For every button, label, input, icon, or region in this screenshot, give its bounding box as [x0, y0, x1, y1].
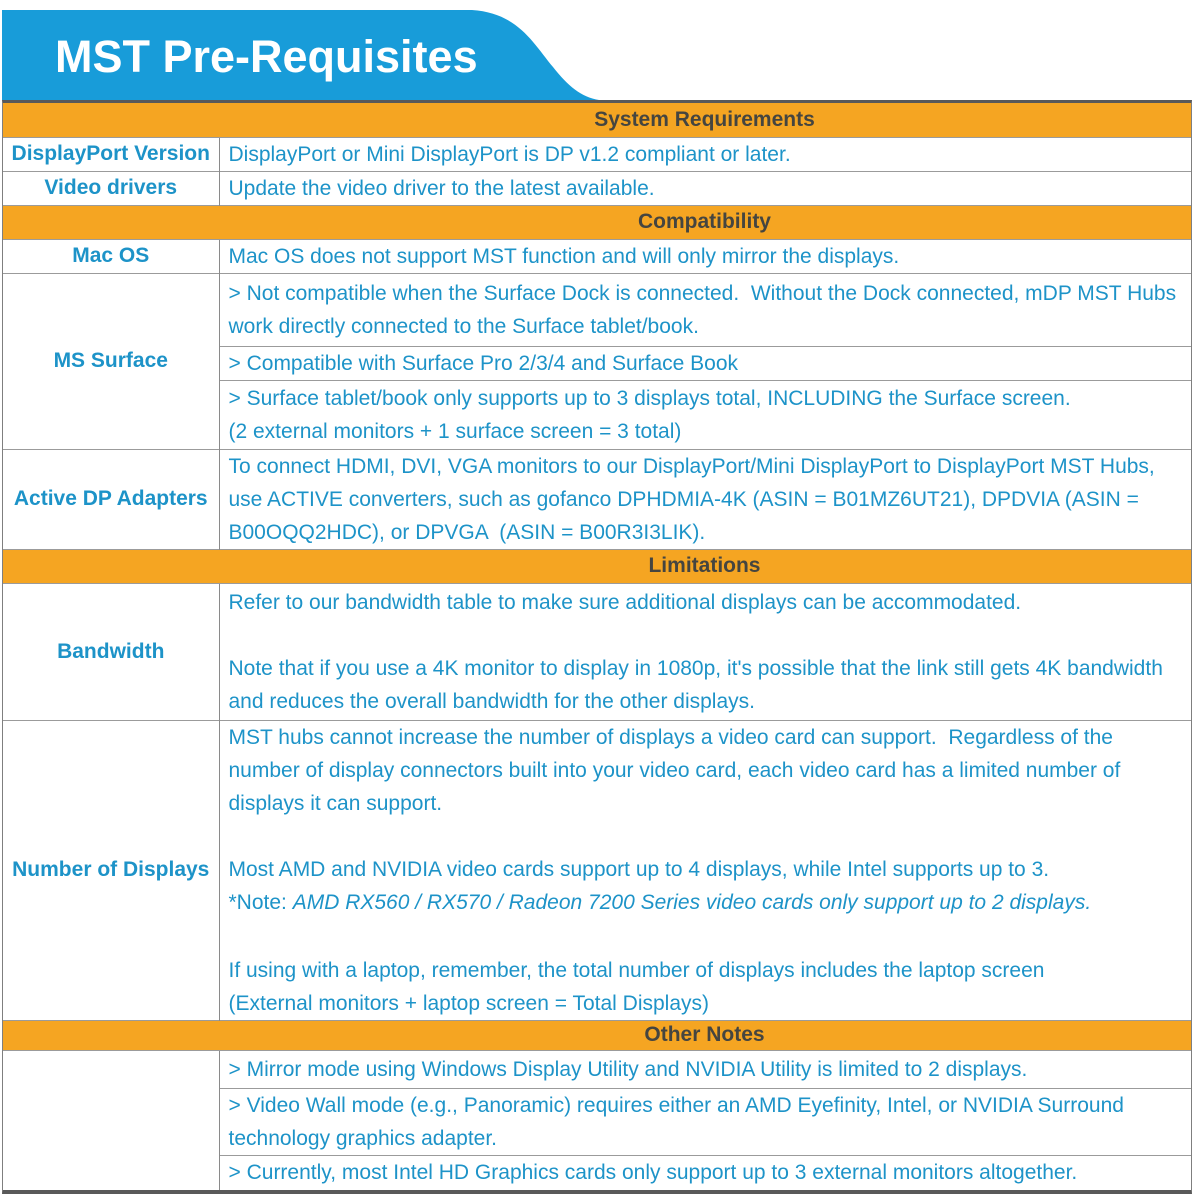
- cell-mac-os: [219, 239, 1191, 273]
- requirements-table: [3, 103, 1191, 1190]
- label-other-notes-empty: [3, 1050, 219, 1190]
- section-header-limitations: Limitations: [3, 549, 1191, 583]
- requirements-table-wrap: [2, 100, 1192, 1194]
- cell-video-drivers: [219, 171, 1191, 205]
- section-row-limitations: [3, 549, 1191, 583]
- row-mac-os: [3, 239, 1191, 273]
- text-active-dp-adapters: To connect HDMI, DVI, VGA monitors to our DisplayPort/Mini DisplayPort to DisplayPort MST Hubs, use ACTIVE converters, such as gofanco DPHDMIA-4K (ASIN = B01MZ6UT21), DPDVIA (ASIN = B00OQQ2HDC), or DPVGA (ASIN = B00R3I3LIK).: [228, 454, 1161, 544]
- section-row-system-requirements: [3, 103, 1191, 137]
- note-prefix: *Note:: [228, 890, 293, 914]
- section-row-compatibility: [3, 205, 1191, 239]
- text-displayport-version: DisplayPort or Mini DisplayPort is DP v1.2 compliant or later.: [228, 142, 791, 166]
- row-video-drivers: [3, 171, 1191, 205]
- text-other-notes-1: > Mirror mode using Windows Display Utility and NVIDIA Utility is limited to 2 displays.: [228, 1057, 1028, 1081]
- text-ms-surface-note-3: > Surface tablet/book only supports up to 3 displays total, INCLUDING the Surface screen.: [228, 386, 1071, 410]
- label-active-dp-adapters: Active DP Adapters: [3, 449, 219, 549]
- cell-ms-surface-note-1: [219, 273, 1191, 346]
- row-bandwidth: [3, 583, 1191, 720]
- section-header-other-notes: Other Notes: [3, 1020, 1191, 1050]
- label-number-of-displays: Number of Displays: [3, 720, 219, 1020]
- row-number-of-displays: [3, 720, 1191, 1020]
- label-video-drivers: Video drivers: [3, 171, 219, 205]
- section-row-other-notes: [3, 1020, 1191, 1050]
- text-mac-os: Mac OS does not support MST function and will only mirror the displays.: [228, 244, 900, 268]
- row-ms-surface: [3, 273, 1191, 346]
- text-number-of-displays-p1: MST hubs cannot increase the number of displays a video card can support. Regardless of the number of display connectors built into your video card, each video card has a limited number of displays it can support.: [228, 725, 1127, 815]
- text-video-drivers: Update the video driver to the latest available.: [228, 176, 655, 200]
- text-number-of-displays-note: [229, 886, 1182, 919]
- cell-bandwidth: [219, 583, 1191, 720]
- cell-other-notes-2: [219, 1088, 1191, 1155]
- text-other-notes-2: > Video Wall mode (e.g., Panoramic) requires either an AMD Eyefinity, Intel, or NVIDIA Surround technology graphics adapter.: [228, 1093, 1130, 1150]
- text-number-of-displays-p5: (External monitors + laptop screen = Total Displays): [228, 991, 709, 1015]
- label-ms-surface: MS Surface: [3, 273, 219, 449]
- text-bandwidth-p1: Refer to our bandwidth table to make sure additional displays can be accommodated.: [228, 590, 1022, 614]
- row-active-dp-adapters: [3, 449, 1191, 549]
- header-banner: [2, 10, 599, 100]
- text-bandwidth-p2: Note that if you use a 4K monitor to display in 1080p, it's possible that the link still gets 4K bandwidth and reduces the overall bandwidth for the other displays.: [228, 656, 1169, 713]
- text-other-notes-3: > Currently, most Intel HD Graphics cards only support up to 3 external monitors altogether.: [228, 1161, 1078, 1185]
- cell-ms-surface-note-2: [219, 346, 1191, 380]
- label-bandwidth: Bandwidth: [3, 583, 219, 720]
- row-other-notes-1: [3, 1050, 1191, 1088]
- section-header-system-requirements: System Requirements: [3, 103, 1191, 137]
- cell-other-notes-3: [219, 1155, 1191, 1190]
- cell-ms-surface-note-3: [219, 380, 1191, 449]
- text-ms-surface-note-3b: (2 external monitors + 1 surface screen = 3 total): [228, 419, 682, 443]
- row-displayport-version: [3, 137, 1191, 171]
- text-ms-surface-note-1: > Not compatible when the Surface Dock is connected. Without the Dock connected, mDP MST Hubs work directly connected to the Surface tablet/book.: [228, 281, 1182, 338]
- page-title: MST Pre-Requisites: [55, 31, 478, 82]
- cell-displayport-version: [219, 137, 1191, 171]
- text-number-of-displays-p2: Most AMD and NVIDIA video cards support up to 4 displays, while Intel supports up to 3.: [228, 857, 1050, 881]
- cell-active-dp-adapters: [219, 449, 1191, 549]
- text-number-of-displays-p4: If using with a laptop, remember, the total number of displays includes the laptop screen: [228, 958, 1045, 982]
- cell-other-notes-1: [219, 1050, 1191, 1088]
- cell-number-of-displays: [219, 720, 1191, 1020]
- section-header-compatibility: Compatibility: [3, 205, 1191, 239]
- text-ms-surface-note-2: > Compatible with Surface Pro 2/3/4 and Surface Book: [228, 351, 739, 375]
- note-italic-text: AMD RX560 / RX570 / Radeon 7200 Series video cards only support up to 2 displays.: [292, 890, 1092, 914]
- label-mac-os: Mac OS: [3, 239, 219, 273]
- label-displayport-version: DisplayPort Version: [3, 137, 219, 171]
